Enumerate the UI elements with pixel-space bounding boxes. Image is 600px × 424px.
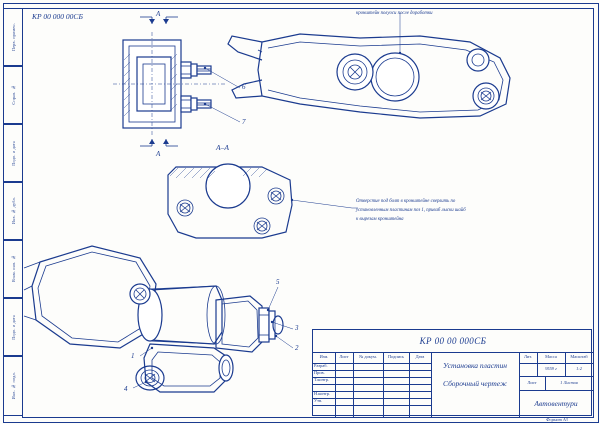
section-arrow-top	[140, 17, 178, 24]
tb-col-date: Дата	[415, 354, 425, 360]
margin-cell-label: Подп. и дата	[10, 140, 16, 166]
note-holes-line-3: к вырезам кронштейна	[356, 217, 404, 222]
tb-sheets: 1 Листов	[560, 379, 578, 385]
tb-col-izm: Изм.	[319, 354, 329, 360]
note-holes-line-1: Отверстие под болт в кронштейне сверлить по	[356, 199, 456, 204]
view-front-clamp	[113, 32, 240, 136]
title-block-designation: КР 00 00 000СБ	[419, 336, 487, 346]
pos-1-label: 1	[131, 352, 135, 360]
pos-6-label: 6	[242, 83, 246, 91]
pos-7-label: 7	[242, 118, 246, 126]
section-title: А–А	[216, 143, 229, 152]
section-letter-bottom: А	[156, 150, 161, 158]
margin-cell-label: Справ. №	[10, 85, 16, 105]
tb-hdr-scale: Масштаб	[570, 354, 588, 360]
tb-mass-value: 9559 г	[545, 366, 557, 372]
pos-4-label: 4	[124, 385, 128, 393]
tb-scale-value: 1:2	[576, 366, 582, 372]
margin-cell-label: Инв. № дубл.	[10, 197, 16, 225]
view-main-assembly	[24, 246, 293, 392]
note-holes-line-2: установленным пластинам поз 1, приваб лыски шайб	[356, 208, 466, 213]
tb-col-list: Лист	[339, 354, 349, 360]
pos-5-label: 5	[276, 278, 280, 286]
tb-row-utv: Утв.	[314, 398, 323, 404]
pos-3-label: 3	[295, 324, 299, 332]
note-bracket-text: кронштейн полуоси после доработки	[356, 11, 433, 16]
margin-cell-label: Инв. № подл.	[10, 372, 16, 400]
tb-col-sign: Подпись	[387, 354, 405, 360]
tb-col-docnum: № докум.	[359, 354, 377, 360]
view-axle-bracket	[228, 13, 510, 118]
format-note: Формат А3	[546, 417, 568, 422]
tb-row-nkontr: Н.контр.	[314, 391, 330, 397]
tb-hdr-lit: Лит.	[523, 354, 532, 360]
tb-row-prov: Пров.	[314, 370, 325, 376]
title-block	[312, 329, 592, 416]
tb-sheet-label: Лист	[527, 379, 537, 385]
pos-2-label: 2	[295, 344, 299, 352]
top-left-designation: КР 00 000 00СБ	[32, 12, 83, 21]
tb-row-razrab: Разраб.	[314, 363, 328, 369]
margin-cell-label: Взам. инв. №	[10, 255, 16, 283]
view-section-a-a	[168, 164, 358, 238]
section-letter-top: А	[156, 10, 161, 18]
margin-cell-label: Подп. и дата	[10, 314, 16, 340]
section-arrow-bottom	[140, 139, 178, 146]
tb-doc-type: Сборочный чертеж	[443, 379, 507, 389]
tb-company: Автовентури	[534, 398, 578, 408]
tb-row-tkontr: Т.контр.	[314, 377, 330, 383]
tb-product-name: Установка пластин	[442, 361, 508, 371]
margin-cell-label: Перв. примен.	[10, 22, 16, 52]
tb-hdr-mass: Масса	[545, 354, 557, 360]
